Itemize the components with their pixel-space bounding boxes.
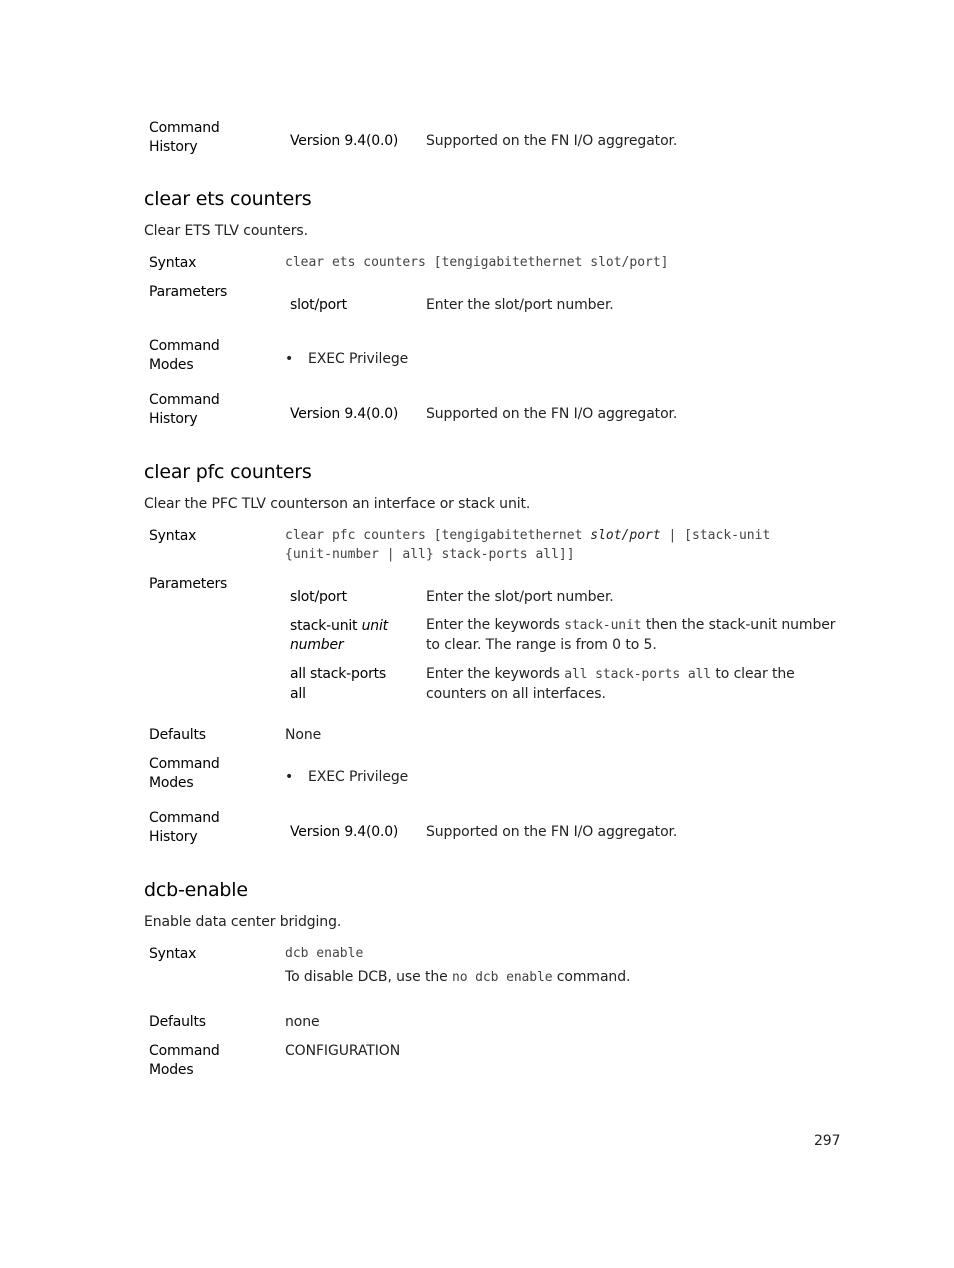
dcb-defaults-label: Defaults xyxy=(149,1014,206,1030)
ets-history-label: Command History xyxy=(149,392,220,427)
pfc-modes-label: Command Modes xyxy=(149,756,220,791)
top-history-label: Command History xyxy=(149,120,220,155)
pfc-param3-name-line2: all xyxy=(290,686,306,702)
pfc-param2-name-line1: stack-unit unit xyxy=(290,618,388,634)
pfc-param2-desc-line2: to clear. The range is from 0 to 5. xyxy=(426,637,657,653)
pfc-param3-desc-line1: Enter the keywords all stack-ports all to clear the xyxy=(426,666,795,682)
pfc-intro: Clear the PFC TLV counterson an interface or stack unit. xyxy=(144,496,531,512)
dcb-defaults: none xyxy=(285,1014,320,1030)
pfc-history-label: Command History xyxy=(149,810,220,845)
ets-param-name: slot/port xyxy=(290,297,347,313)
ets-syntax: clear ets counters [tengigabitethernet slot/port] xyxy=(285,255,669,270)
ets-title: clear ets counters xyxy=(144,188,312,210)
pfc-history-desc: Supported on the FN I/O aggregator. xyxy=(426,824,678,840)
ets-syntax-label: Syntax xyxy=(149,255,197,271)
pfc-syntax-label: Syntax xyxy=(149,528,197,544)
pfc-version: Version 9.4(0.0) xyxy=(290,824,399,840)
top-history-desc: Supported on the FN I/O aggregator. xyxy=(426,133,678,149)
page-number: 297 xyxy=(814,1133,841,1149)
pfc-params-label: Parameters xyxy=(149,576,228,592)
ets-modes-label: Command Modes xyxy=(149,338,220,373)
pfc-param1-desc: Enter the slot/port number. xyxy=(426,589,614,605)
dcb-intro: Enable data center bridging. xyxy=(144,914,342,930)
pfc-syntax-line2: {unit-number | all} stack-ports all]] xyxy=(285,547,575,562)
dcb-modes-label: Command Modes xyxy=(149,1043,220,1078)
ets-param-desc: Enter the slot/port number. xyxy=(426,297,614,313)
pfc-param2-name-line2: number xyxy=(290,637,344,653)
pfc-defaults: None xyxy=(285,727,322,743)
ets-history-desc: Supported on the FN I/O aggregator. xyxy=(426,406,678,422)
dcb-syntax: dcb enable xyxy=(285,946,364,961)
dcb-title: dcb-enable xyxy=(144,879,248,901)
pfc-param3-desc-line2: counters on all interfaces. xyxy=(426,686,606,702)
ets-mode: • EXEC Privilege xyxy=(308,349,408,369)
pfc-syntax-line1: clear pfc counters [tengigabitethernet slot/port | [stack-unit xyxy=(285,528,771,543)
dcb-syntax-label: Syntax xyxy=(149,946,197,962)
pfc-mode: • EXEC Privilege xyxy=(308,767,408,787)
dcb-mode: CONFIGURATION xyxy=(285,1043,401,1059)
top-history-version: Version 9.4(0.0) xyxy=(290,133,399,149)
pfc-defaults-label: Defaults xyxy=(149,727,206,743)
pfc-param2-desc-line1: Enter the keywords stack-unit then the stack-unit number xyxy=(426,617,836,633)
pfc-param3-name-line1: all stack-ports xyxy=(290,666,387,682)
ets-intro: Clear ETS TLV counters. xyxy=(144,223,308,239)
dcb-note: To disable DCB, use the no dcb enable command. xyxy=(285,969,631,985)
pfc-title: clear pfc counters xyxy=(144,461,312,483)
ets-params-label: Parameters xyxy=(149,284,228,300)
ets-version: Version 9.4(0.0) xyxy=(290,406,399,422)
pfc-param1-name: slot/port xyxy=(290,589,347,605)
